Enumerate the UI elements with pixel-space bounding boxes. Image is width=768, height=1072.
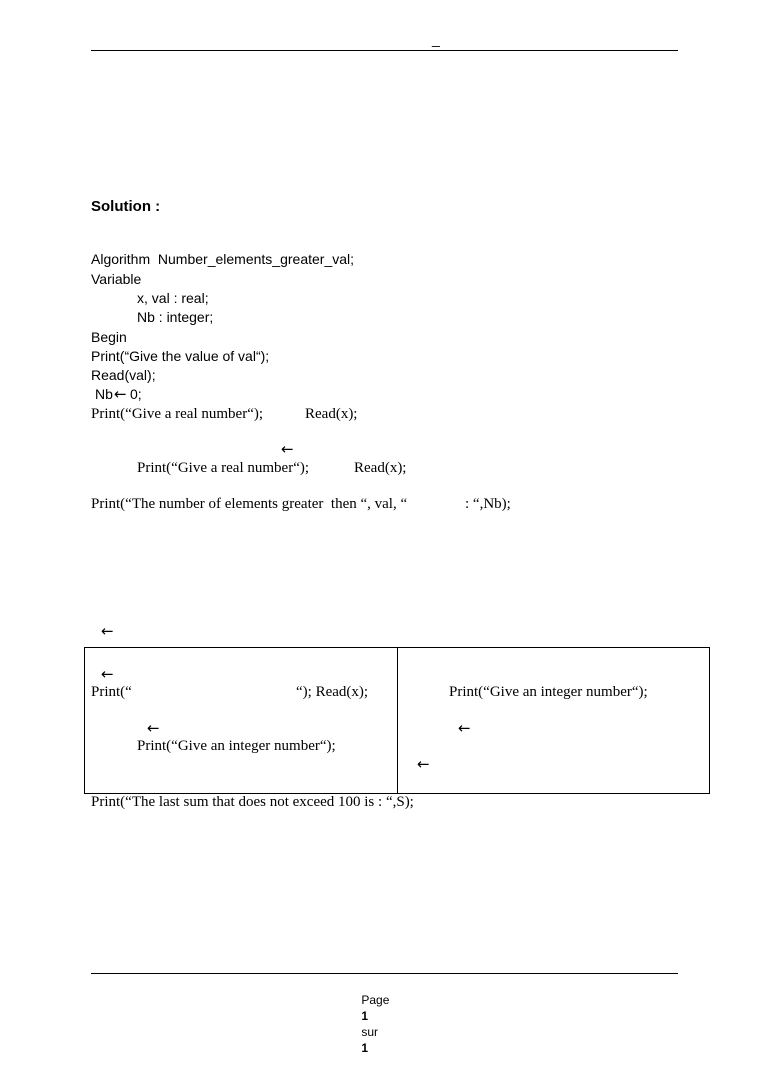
branch-box-divider: [397, 647, 398, 794]
page-total: 1: [361, 1041, 369, 1055]
assign-nb-variable: Nb: [95, 386, 113, 402]
header-rule: [91, 50, 678, 51]
read-x: Read(x);: [305, 406, 358, 422]
left-arrow-icon: ←: [101, 622, 114, 640]
footer-rule: [91, 973, 678, 974]
assign-nb-value: 0;: [130, 386, 142, 402]
read-x-loop: Read(x);: [354, 460, 407, 476]
print-result-part1: Print(“The number of elements greater then “, val, “: [91, 496, 408, 512]
left-arrow-icon: ←: [147, 719, 160, 737]
header-mark: _: [432, 31, 440, 47]
print-real-prompt: Print(“Give a real number“);: [91, 406, 264, 422]
left-arrow-icon: ←: [114, 385, 127, 403]
sur-word: sur: [361, 1025, 379, 1039]
page-current: 1: [361, 1009, 369, 1023]
page-number-footer: [348, 976, 389, 1072]
left-print-integer: Print(“Give an integer number“);: [137, 738, 336, 754]
print-val-prompt: Print(“Give the value of val“);: [91, 348, 270, 364]
print-result-part2: : “,Nb);: [465, 496, 511, 512]
page-word: Page: [361, 993, 390, 1007]
solution-heading: Solution :: [91, 198, 161, 215]
left-arrow-icon: ←: [458, 719, 471, 737]
left-arrow-icon: ←: [281, 440, 294, 458]
print-real-prompt-loop: Print(“Give a real number“);: [137, 460, 310, 476]
left-print-open: Print(“: [91, 684, 132, 700]
variable-keyword: Variable: [91, 271, 142, 287]
print-last-sum: Print(“The last sum that does not exceed 100 is : “,S);: [91, 794, 414, 810]
declaration-integer: Nb : integer;: [137, 309, 214, 325]
right-print-integer: Print(“Give an integer number“);: [449, 684, 648, 700]
algorithm-title: Algorithm Number_elements_greater_val;: [91, 251, 355, 267]
declaration-real: x, val : real;: [137, 290, 209, 306]
left-arrow-icon: ←: [101, 665, 114, 683]
left-print-close: “); Read(x);: [296, 684, 369, 700]
left-arrow-icon: ←: [417, 755, 430, 773]
read-val: Read(val);: [91, 367, 156, 383]
begin-keyword: Begin: [91, 329, 127, 345]
